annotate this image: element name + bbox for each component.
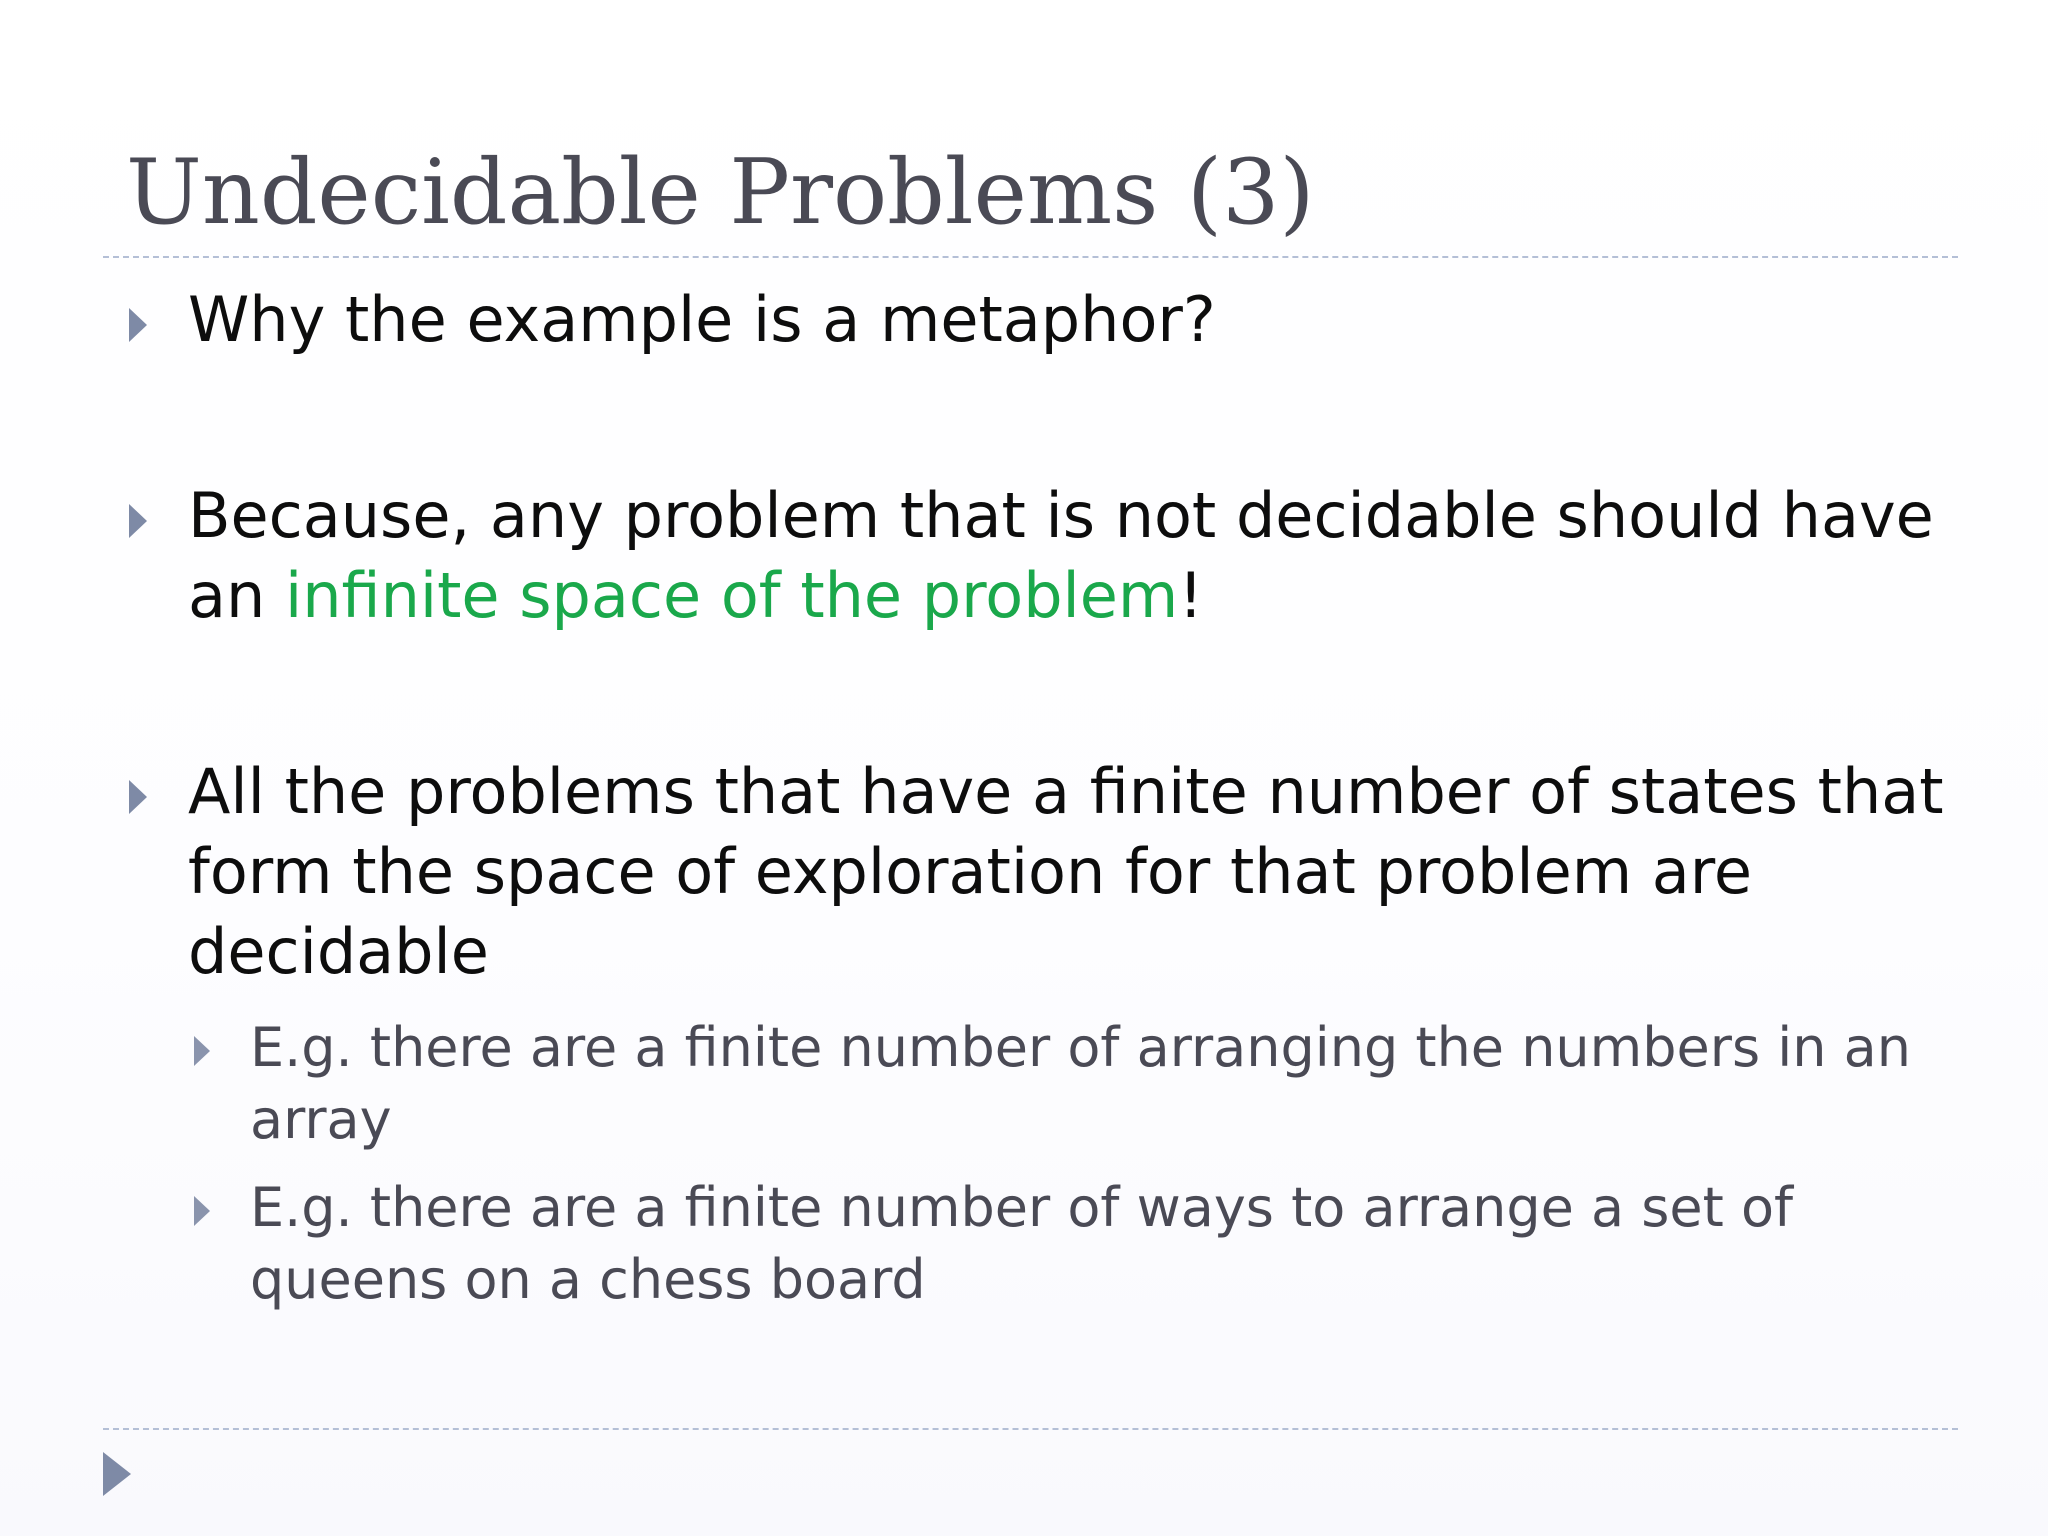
triangle-bullet-icon — [129, 780, 147, 814]
sub-bullet-item — [188, 1172, 1956, 1316]
bullet-text: Why the example is a metaphor? — [188, 283, 1216, 356]
triangle-bullet-icon — [129, 308, 147, 342]
title-divider — [103, 256, 1958, 258]
footer-divider — [103, 1428, 1958, 1430]
triangle-sub-bullet-icon — [194, 1196, 210, 1226]
bullet-item — [126, 280, 1956, 360]
bullet-text: All the problems that have a finite number of states that form the space of exploration for that problem are decidable — [188, 755, 1944, 988]
bullet-text-end: ! — [1178, 559, 1204, 632]
slide-title: Undecidable Problems (3) — [126, 140, 1315, 245]
bullet-text: Because, any problem that is not decidable should have an — [188, 479, 1934, 632]
bullet-list — [126, 280, 1956, 1316]
sub-bullet-item — [188, 1012, 1956, 1156]
highlighted-phrase: infinite space of the problem — [285, 559, 1179, 632]
bullet-item — [126, 476, 1956, 636]
corner-triangle-icon — [103, 1452, 131, 1496]
sub-bullet-text: E.g. there are a finite number of arranging the numbers in an array — [250, 1016, 1911, 1151]
sub-bullet-text: E.g. there are a finite number of ways to arrange a set of queens on a chess board — [250, 1176, 1794, 1311]
triangle-bullet-icon — [129, 504, 147, 538]
bullet-item — [126, 752, 1956, 1316]
triangle-sub-bullet-icon — [194, 1036, 210, 1066]
sub-bullet-list — [188, 1012, 1956, 1316]
